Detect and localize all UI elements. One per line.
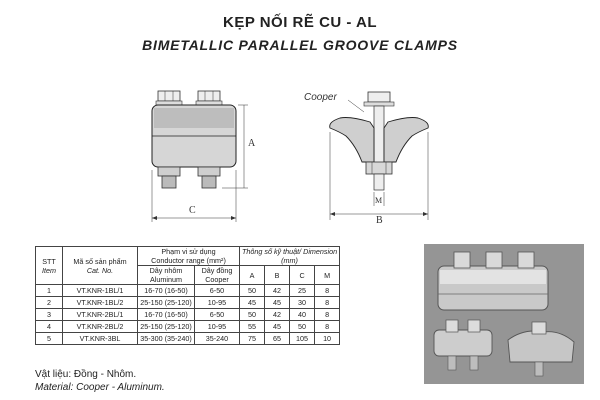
cell-cooper: 10-95 xyxy=(195,297,240,309)
cell-m: 8 xyxy=(315,309,340,321)
cell-aluminum: 16-70 (16-50) xyxy=(138,309,195,321)
side-view-drawing xyxy=(300,88,450,228)
cell-b: 42 xyxy=(265,309,290,321)
cell-cooper: 6-50 xyxy=(195,285,240,297)
dimension-label-b: B xyxy=(376,215,383,226)
cell-c: 105 xyxy=(290,333,315,345)
cell-m: 8 xyxy=(315,297,340,309)
cell-a: 45 xyxy=(240,297,265,309)
material-note-vn: Vật liệu: Đồng - Nhôm. xyxy=(35,369,137,380)
cell-stt: 2 xyxy=(36,297,63,309)
col-header-aluminum xyxy=(138,266,195,285)
table-row xyxy=(36,285,340,297)
cell-a: 50 xyxy=(240,285,265,297)
col-header-range-vn: Phạm vi sử dụng xyxy=(161,247,216,256)
col-header-stt-vn: STT xyxy=(42,256,56,266)
cell-m: 10 xyxy=(315,333,340,345)
cell-a: 50 xyxy=(240,309,265,321)
front-view-drawing xyxy=(140,88,270,228)
specification-table xyxy=(35,246,340,345)
col-header-dimension xyxy=(240,247,340,266)
cell-c: 40 xyxy=(290,309,315,321)
cell-aluminum: 25-150 (25-120) xyxy=(138,297,195,309)
cooper-label: Cooper xyxy=(304,92,337,103)
material-note-en: Material: Cooper - Aluminum. xyxy=(35,382,165,393)
col-header-a: A xyxy=(240,266,265,285)
cell-stt: 1 xyxy=(36,285,63,297)
col-header-stt xyxy=(36,247,63,285)
cell-code: VT.KNR-1BL/2 xyxy=(63,297,138,309)
col-header-cooper xyxy=(195,266,240,285)
col-header-cooper-vn: Dây đồng xyxy=(201,266,233,275)
col-header-dimension-unit: (mm) xyxy=(281,256,298,265)
cell-aluminum: 16-70 (16-50) xyxy=(138,285,195,297)
table-row xyxy=(36,297,340,309)
cell-m: 8 xyxy=(315,285,340,297)
col-header-code-vn: Mã số sản phẩm xyxy=(73,256,127,266)
cell-aluminum: 35-300 (35-240) xyxy=(138,333,195,345)
cell-a: 75 xyxy=(240,333,265,345)
col-header-m: M xyxy=(315,266,340,285)
col-header-aluminum-vn: Dây nhôm xyxy=(149,266,183,275)
cell-code: VT.KNR-1BL/1 xyxy=(63,285,138,297)
cell-c: 50 xyxy=(290,321,315,333)
table-row xyxy=(36,309,340,321)
cell-cooper: 6-50 xyxy=(195,309,240,321)
cell-code: VT.KNR-2BL/2 xyxy=(63,321,138,333)
cell-stt: 3 xyxy=(36,309,63,321)
dimension-label-c: C xyxy=(189,205,196,216)
cell-c: 30 xyxy=(290,297,315,309)
dimension-label-a: A xyxy=(248,138,256,149)
col-header-c: C xyxy=(290,266,315,285)
cell-m: 8 xyxy=(315,321,340,333)
cell-cooper: 10-95 xyxy=(195,321,240,333)
col-header-code xyxy=(63,247,138,285)
cell-b: 45 xyxy=(265,321,290,333)
cell-code: VT.KNR-3BL xyxy=(63,333,138,345)
page-title-en: BIMETALLIC PARALLEL GROOVE CLAMPS xyxy=(142,37,458,53)
table-row xyxy=(36,321,340,333)
col-header-range xyxy=(138,247,240,266)
cell-code: VT.KNR-2BL/1 xyxy=(63,309,138,321)
col-header-dimension-title: Thông số kỹ thuật/ Dimension xyxy=(242,247,338,256)
cell-b: 65 xyxy=(265,333,290,345)
page-title-vn: KẸP NỐI RẼ CU - AL xyxy=(222,14,377,31)
dimension-label-m: M xyxy=(375,196,383,205)
cell-stt: 5 xyxy=(36,333,63,345)
col-header-range-en: Conductor range (mm²) xyxy=(151,256,226,265)
cell-a: 55 xyxy=(240,321,265,333)
col-header-aluminum-en: Aluminum xyxy=(150,275,182,284)
col-header-cooper-en: Cooper xyxy=(205,275,229,284)
cell-b: 42 xyxy=(265,285,290,297)
col-header-b: B xyxy=(265,266,290,285)
cell-b: 45 xyxy=(265,297,290,309)
product-photo xyxy=(424,244,584,384)
cell-cooper: 35-240 xyxy=(195,333,240,345)
col-header-stt-en: Item xyxy=(42,265,56,275)
col-header-code-en: Cat. No. xyxy=(86,265,114,275)
cell-stt: 4 xyxy=(36,321,63,333)
cell-aluminum: 25-150 (25-120) xyxy=(138,321,195,333)
cell-c: 25 xyxy=(290,285,315,297)
table-row xyxy=(36,333,340,345)
